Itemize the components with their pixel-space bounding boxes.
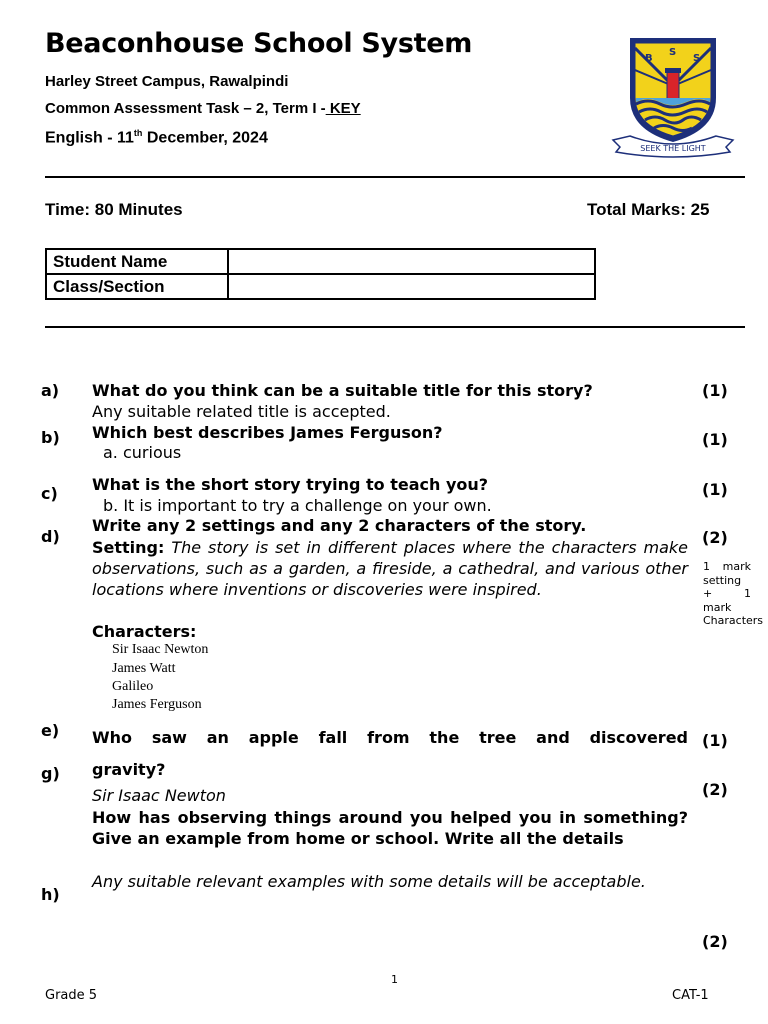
logo-letter-s1: S — [669, 47, 677, 58]
question-b-label: b) — [41, 428, 60, 447]
question-a-answer: Any suitable related title is accepted. — [92, 402, 391, 421]
class-section-row — [46, 274, 595, 299]
question-c-label: c) — [41, 484, 58, 503]
logo-letter-b: B — [645, 53, 653, 64]
characters-label: Characters: — [92, 622, 197, 641]
footer-grade: Grade 5 — [45, 988, 98, 1003]
assessment-prefix: Common Assessment Task – 2, Term I - — [45, 100, 326, 117]
class-section-label: Class/Section — [46, 274, 228, 299]
question-c-marks: (1) — [702, 480, 728, 499]
question-c-answer: b. It is important to try a challenge on your own. — [103, 496, 492, 515]
question-b-answer: a. curious — [103, 443, 182, 462]
question-g-text: How has observing things around you helped you in something? Give an example from home or school. Write all the details — [92, 808, 688, 848]
question-e-marks: (1) — [702, 731, 728, 750]
class-section-field[interactable] — [228, 274, 595, 299]
question-e-text: Who saw an apple fall from the tree and discovered gravity? — [92, 728, 688, 779]
page-number: 1 — [391, 973, 398, 986]
question-h-label: h) — [41, 885, 60, 904]
logo-letter-s2: S — [693, 53, 701, 64]
student-name-label: Student Name — [46, 249, 228, 274]
student-name-field[interactable] — [228, 249, 595, 274]
footer-cat: CAT-1 — [672, 988, 709, 1003]
question-a-marks: (1) — [702, 381, 728, 400]
question-b-text: Which best describes James Ferguson? — [92, 423, 443, 442]
question-d-marks-note: 1 mark setting + 1 mark Characters — [703, 560, 764, 627]
key-label: KEY — [325, 100, 361, 117]
character-item: James Ferguson — [112, 697, 202, 712]
assessment-line — [45, 100, 361, 117]
student-name-row — [46, 249, 595, 274]
question-e-answer: Sir Isaac Newton — [92, 786, 226, 805]
character-item: Galileo — [112, 679, 154, 694]
header-divider — [45, 176, 745, 178]
date-suffix: December, 2024 — [142, 129, 268, 147]
question-g-answer: Any suitable relevant examples with some details will be acceptable. — [92, 872, 646, 891]
question-c-text: What is the short story trying to teach you? — [92, 475, 489, 494]
date-sup: th — [133, 128, 143, 138]
question-d-setting-answer — [92, 537, 688, 600]
date-prefix: English - 11 — [45, 129, 134, 147]
subject-date-line — [45, 128, 268, 147]
question-b-marks: (1) — [702, 430, 728, 449]
school-title: Beaconhouse School System — [45, 28, 473, 59]
question-d-marks: (2) — [702, 528, 728, 547]
logo-motto: SEEK THE LIGHT — [640, 144, 706, 153]
question-g-label: g) — [41, 764, 60, 783]
question-d-label: d) — [41, 527, 60, 546]
setting-text: The story is set in different places where the characters make observations, such as a garden, a fireside, a cathedral, and various other locations where inventions or discoveries were inspired. — [92, 538, 688, 599]
time-label: Time: 80 Minutes — [45, 200, 183, 219]
question-h-marks: (2) — [702, 932, 728, 951]
total-marks-label: Total Marks: 25 — [587, 200, 710, 219]
student-info-table — [45, 248, 596, 300]
question-d-text: Write any 2 settings and any 2 characters of the story. — [92, 516, 587, 535]
question-e-label: e) — [41, 721, 60, 740]
question-a-label: a) — [41, 381, 60, 400]
character-item: Sir Isaac Newton — [112, 642, 209, 657]
question-g-marks: (2) — [702, 780, 728, 799]
school-crest-logo — [608, 34, 738, 158]
setting-label: Setting: — [92, 538, 165, 557]
campus-line: Harley Street Campus, Rawalpindi — [45, 73, 289, 90]
character-item: James Watt — [112, 661, 176, 676]
info-divider — [45, 326, 745, 328]
question-a-text: What do you think can be a suitable title for this story? — [92, 381, 593, 400]
